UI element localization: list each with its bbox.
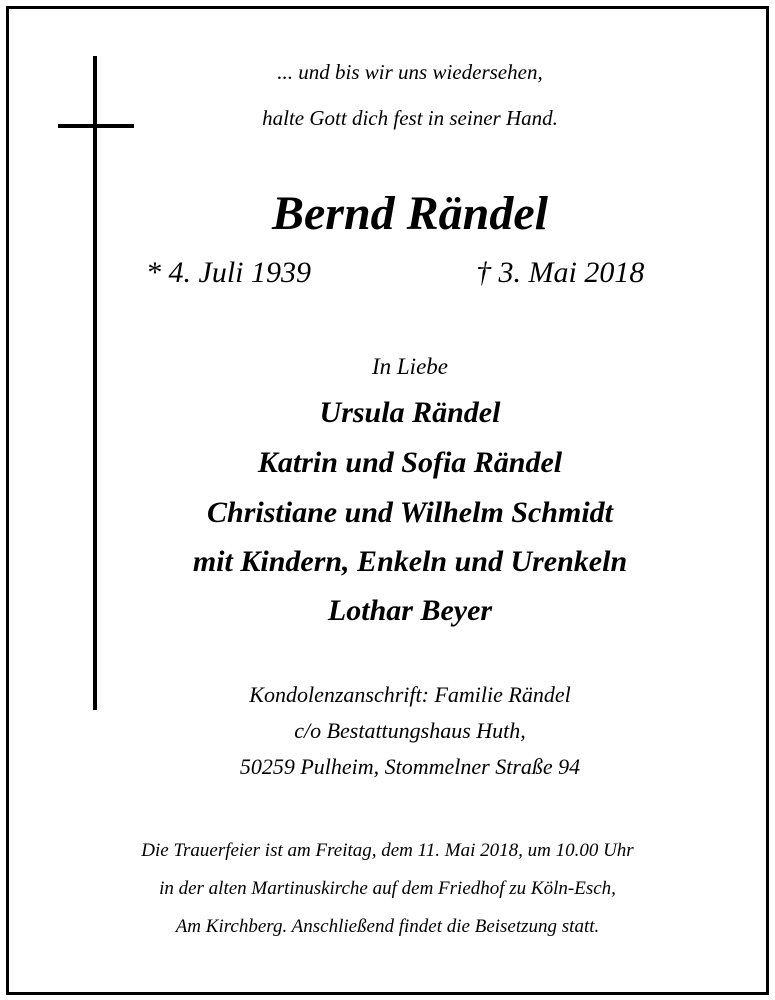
service-info-line-2: in der alten Martinuskirche auf dem Friedhof zu Köln-Esch, [159,878,616,899]
service-info-line-1: Die Trauerfeier ist am Freitag, dem 11. Mai 2018, um 10.00 Uhr [141,840,634,861]
mourner-name: Christiane und Wilhelm Schmidt [207,496,613,529]
mourner-name: Katrin und Sofia Rändel [257,446,563,479]
mourner-name: Lothar Beyer [327,594,493,627]
condolence-address-line-1: Kondolenzanschrift: Familie Rändel [249,682,571,707]
verse-line-1: ... und bis wir uns wiedersehen, [277,60,543,84]
condolence-address-line-3: 50259 Pulheim, Stommelner Straße 94 [239,754,581,779]
verse-line-2: halte Gott dich fest in seiner Hand. [262,106,558,130]
mourners-intro: In Liebe [371,354,448,379]
deceased-name: Bernd Rändel [271,187,549,240]
mourner-name: mit Kindern, Enkeln und Urenkeln [192,545,628,578]
condolence-address-line-2: c/o Bestattungshaus Huth, [294,718,526,743]
birth-date: * 4. Juli 1939 [146,256,311,289]
death-date: † 3. Mai 2018 [476,256,645,289]
mourner-name: Ursula Rändel [319,396,501,429]
cross-icon [93,56,97,710]
service-info-line-3: Am Kirchberg. Anschließend findet die Beisetzung statt. [175,916,600,937]
